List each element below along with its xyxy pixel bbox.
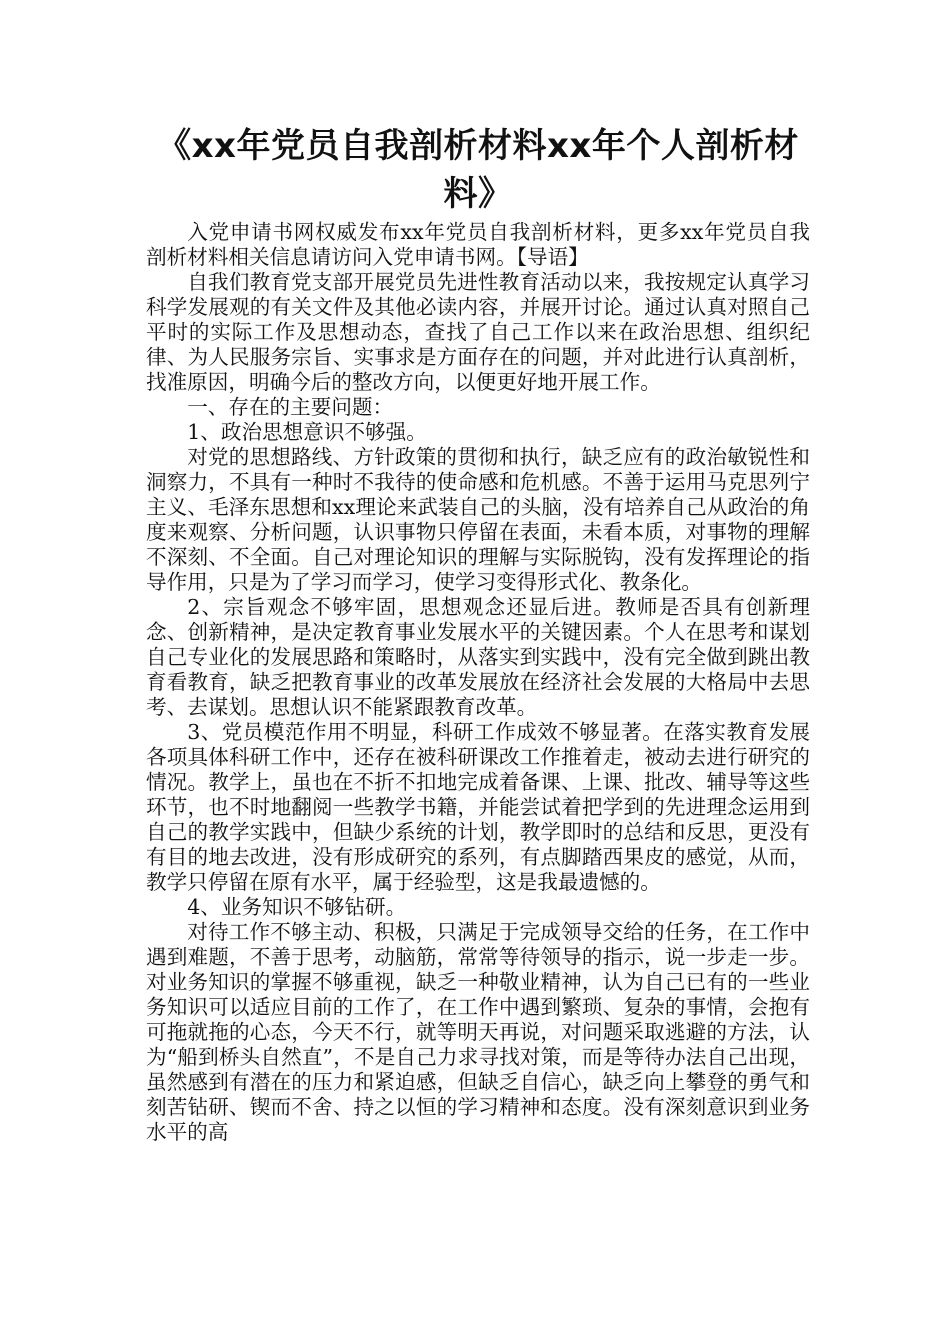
document-body xyxy=(146,220,810,1145)
subheading-4: 4、业务知识不够钻研。 xyxy=(187,895,407,919)
paragraph-3: 3、党员模范作用不明显，科研工作成效不够显著。在落实教育发展各项具体科研工作中，还存在被科研课改工作推着走，被动去进行研究的情况。教学上，虽也在不折不扣地完成着备课、上课、批改、辅导等这些环节，也不时地翻阅一些教学书籍，并能尝试着把学到的先进理念运用到自己的教学实践中，但缺少系统的计划，教学即时的总结和反思，更没有有目的地去改进，没有形成研究的系列，有点脚踏西果皮的感觉，从而，教学只停留在原有水平，属于经验型，这是我最遗憾的。 xyxy=(146,720,810,894)
paragraph-intro: 入党申请书网权威发布xx年党员自我剖析材料，更多xx年党员自我剖析材料相关信息请访问入党申请书网。【导语】 xyxy=(146,220,810,269)
document-title: 《xx年党员自我剖析材料xx年个人剖析材料》 xyxy=(157,126,799,214)
section-heading-problems: 一、存在的主要问题： xyxy=(187,395,394,419)
subheading-1: 1、政治思想意识不够强。 xyxy=(187,420,427,444)
paragraph-background: 自我们教育党支部开展党员先进性教育活动以来，我按规定认真学习科学发展观的有关文件及其他必读内容，并展开讨论。通过认真对照自己平时的实际工作及思想动态，查找了自己工作以来在政治思想、组织纪律、为人民服务宗旨、实事求是方面存在的问题，并对此进行认真剖析，找准原因，明确今后的整改方向，以便更好地开展工作。 xyxy=(146,270,810,394)
paragraph-4: 对待工作不够主动、积极，只满足于完成领导交给的任务，在工作中遇到难题，不善于思考，动脑筋，常常等待领导的指示，说一步走一步。对业务知识的掌握不够重视，缺乏一种敬业精神，认为自己已有的一些业务知识可以适应目前的工作了，在工作中遇到繁琐、复杂的事情，会抱有可拖就拖的心态，今天不行，就等明天再说，对问题采取逃避的方法，认为“船到桥头自然直”，不是自己力求寻找对策，而是等待办法自己出现，虽然感到有潜在的压力和紧迫感，但缺乏自信心，缺乏向上攀登的勇气和刻苦钻研、锲而不舍、持之以恒的学习精神和态度。没有深刻意识到业务水平的高 xyxy=(146,920,810,1144)
paragraph-2: 2、宗旨观念不够牢固，思想观念还显后进。教师是否具有创新理念、创新精神，是决定教育事业发展水平的关键因素。个人在思考和谋划自己专业化的发展思路和策略时，从落实到实践中，没有完全做到跳出教育看教育，缺乏把教育事业的改革发展放在经济社会发展的大格局中去思考、去谋划。思想认识不能紧跟教育改革。 xyxy=(146,595,810,719)
paragraph-1: 对党的思想路线、方针政策的贯彻和执行，缺乏应有的政治敏锐性和洞察力，不具有一种时不我待的使命感和危机感。不善于运用马克思列宁主义、毛泽东思想和xx理论来武装自己的头脑，没有培养自己从政治的角度来观察、分析问题，认识事物只停留在表面，未看本质，对事物的理解不深刻、不全面。自己对理论知识的理解与实际脱钩，没有发挥理论的指导作用，只是为了学习而学习，使学习变得形式化、教条化。 xyxy=(146,445,810,594)
document-page xyxy=(146,122,810,1145)
